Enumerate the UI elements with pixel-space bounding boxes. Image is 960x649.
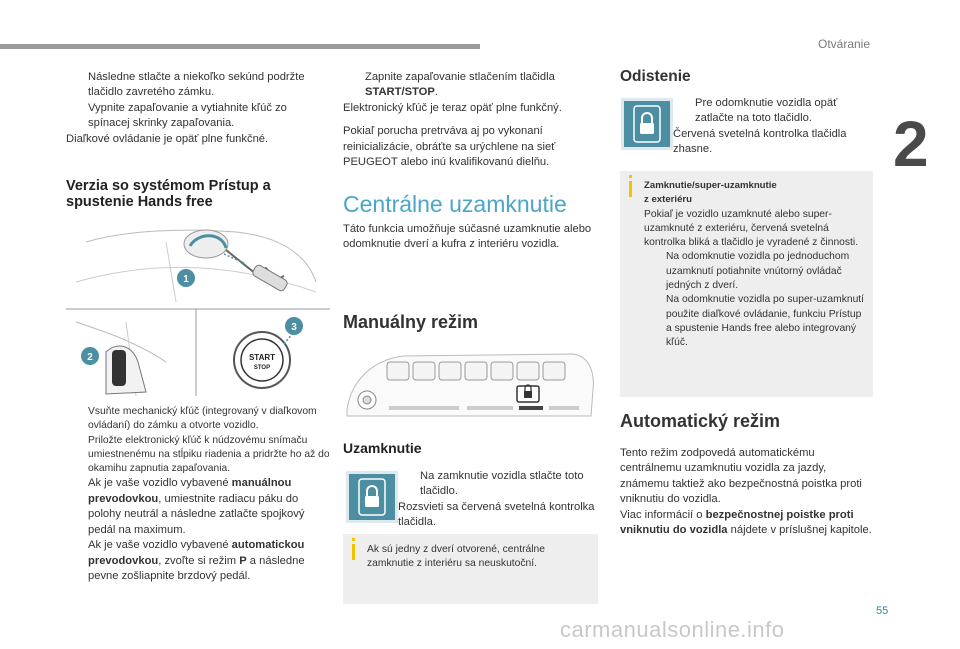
section-title-central-locking: Centrálne uzamknutie <box>343 191 567 217</box>
page-number: 55 <box>876 605 889 617</box>
stop-label: STOP <box>253 365 271 371</box>
unlock-instructions <box>673 96 873 158</box>
bullet-item: Ak je vaše vozidlo vybavené manuálnou prevodovkou, umiestnite radiacu páku do polohy neutrál a následne zatlačte spojkový pedál na maximum. <box>88 477 305 536</box>
bullet-item: Zapnite zapaľovanie stlačením tlačidla START/STOP. <box>365 71 555 99</box>
info-box-exterior-locking <box>620 171 873 397</box>
info-icon <box>629 181 632 197</box>
padlock-icon <box>349 474 395 520</box>
bullet-item: Následne stlačte a niekoľko sekúnd podržte tlačidlo zavretého zámku. <box>88 71 305 99</box>
console-buttons-figure <box>343 350 598 420</box>
paragraph: Červená svetelná kontrolka tlačidla zhasne. <box>673 127 847 156</box>
paragraph: Viac informácií o bezpečnostnej poistke proti vniknutiu do vozidla nájdete v príslušnej kapitole. <box>620 508 872 537</box>
section-heading-hands-free: Verzia so systémom Prístup a spustenie Hands free <box>66 178 271 210</box>
bullet-item: Na odomknutie vozidla po jednoduchom uzamknutí potiahnite vnútorný ovládač jedných z dverí. <box>666 251 850 292</box>
lock-button-icon <box>346 471 398 523</box>
bullet-item: Vypnite zapaľovanie a vytiahnite kľúč zo spínacej skrinky zapaľovania. <box>88 101 287 130</box>
info-box-doors-open <box>343 534 598 604</box>
paragraph: Tento režim zodpovedá automatickému centrálnemu uzamknutiu vozidla za jazdy, známemu taktiež ako bezpečnostná poistka proti vniknutiu do vozidla. <box>620 447 862 506</box>
info-title: Zamknutie/super-uzamknutie <box>644 180 777 191</box>
figure-label-1: 1 <box>183 274 189 285</box>
watermark: carmanualsonline.info <box>560 617 785 642</box>
paragraph: Táto funkcia umožňuje súčasné uzamknutie alebo odomknutie dverí a kufra z interiéru vozidla. <box>343 223 592 251</box>
paragraph: Pokiaľ porucha pretrváva aj po vykonaní reinicializácie, obráťte sa urýchlene na sieť PEUGEOT alebo inú kvalifikovanú dielňu. <box>343 125 556 169</box>
padlock-icon <box>624 101 670 147</box>
figure-label-3: 3 <box>291 322 297 333</box>
bullet-item: Vsuňte mechanický kľúč (integrovaný v diaľkovom ovládaní) do zámku a otvorte vozidlo. <box>88 406 317 432</box>
column-1-steps <box>66 405 330 584</box>
bullet-item: Priložte elektronický kľúč k núdzovému snímaču umiestnenému na stĺpiku riadenia a pridržte ho až do okamihu zapnutia zapaľovania. <box>88 434 330 475</box>
paragraph: Elektronický kľúč je teraz opäť plne funkčný. <box>343 101 562 114</box>
section-heading-unlocking: Odistenie <box>620 68 691 85</box>
hands-free-illustration <box>66 222 330 396</box>
header-bar <box>0 44 480 49</box>
hands-free-figure <box>66 222 330 396</box>
section-title: Otváranie <box>818 37 871 51</box>
section-heading-manual-mode: Manuálny režim <box>343 312 479 332</box>
figure-label-2: 2 <box>87 352 93 363</box>
start-label: START <box>248 353 276 362</box>
unlock-button-icon <box>621 98 673 150</box>
column-2-intro <box>343 70 598 170</box>
info-content <box>644 179 866 351</box>
automatic-mode-text <box>620 446 875 538</box>
info-text: Pokiaľ je vozidlo uzamknuté alebo super-uzamknuté z exteriéru, červená svetelná kontrolka bliká a tlačidlo je vyradené z činnosti. <box>644 208 859 249</box>
console-illustration <box>343 350 598 420</box>
subheading-locking: Uzamknutie <box>343 440 422 456</box>
lock-instructions <box>398 469 598 531</box>
bullet-item: Ak je vaše vozidlo vybavené automatickou prevodovkou, zvoľte si režim P a následne pevne zošliapnite brzdový pedál. <box>88 539 305 582</box>
bullet-item: Na odomknutie vozidla po super-uzamknutí použite diaľkové ovládanie, funkciu Prístup a spustenie Hands free alebo integrovaný kľúč. <box>666 294 865 349</box>
paragraph: Rozsvieti sa červená svetelná kontrolka tlačidla. <box>398 500 595 529</box>
paragraph: Diaľkové ovládanie je opäť plne funkčné. <box>66 132 269 145</box>
bullet-item: Pre odomknutie vozidla opäť zatlačte na toto tlačidlo. <box>695 97 838 125</box>
column-1-intro <box>66 70 328 147</box>
info-title: z exteriéru <box>644 194 692 206</box>
info-icon <box>352 544 355 560</box>
info-text: Ak sú jedny z dverí otvorené, centrálne zamknutie z interiéru sa neuskutoční. <box>367 544 546 570</box>
section-heading-automatic-mode: Automatický režim <box>620 411 781 431</box>
bullet-item: Na zamknutie vozidla stlačte toto tlačidlo. <box>420 470 584 498</box>
chapter-number: 2 <box>893 108 929 180</box>
